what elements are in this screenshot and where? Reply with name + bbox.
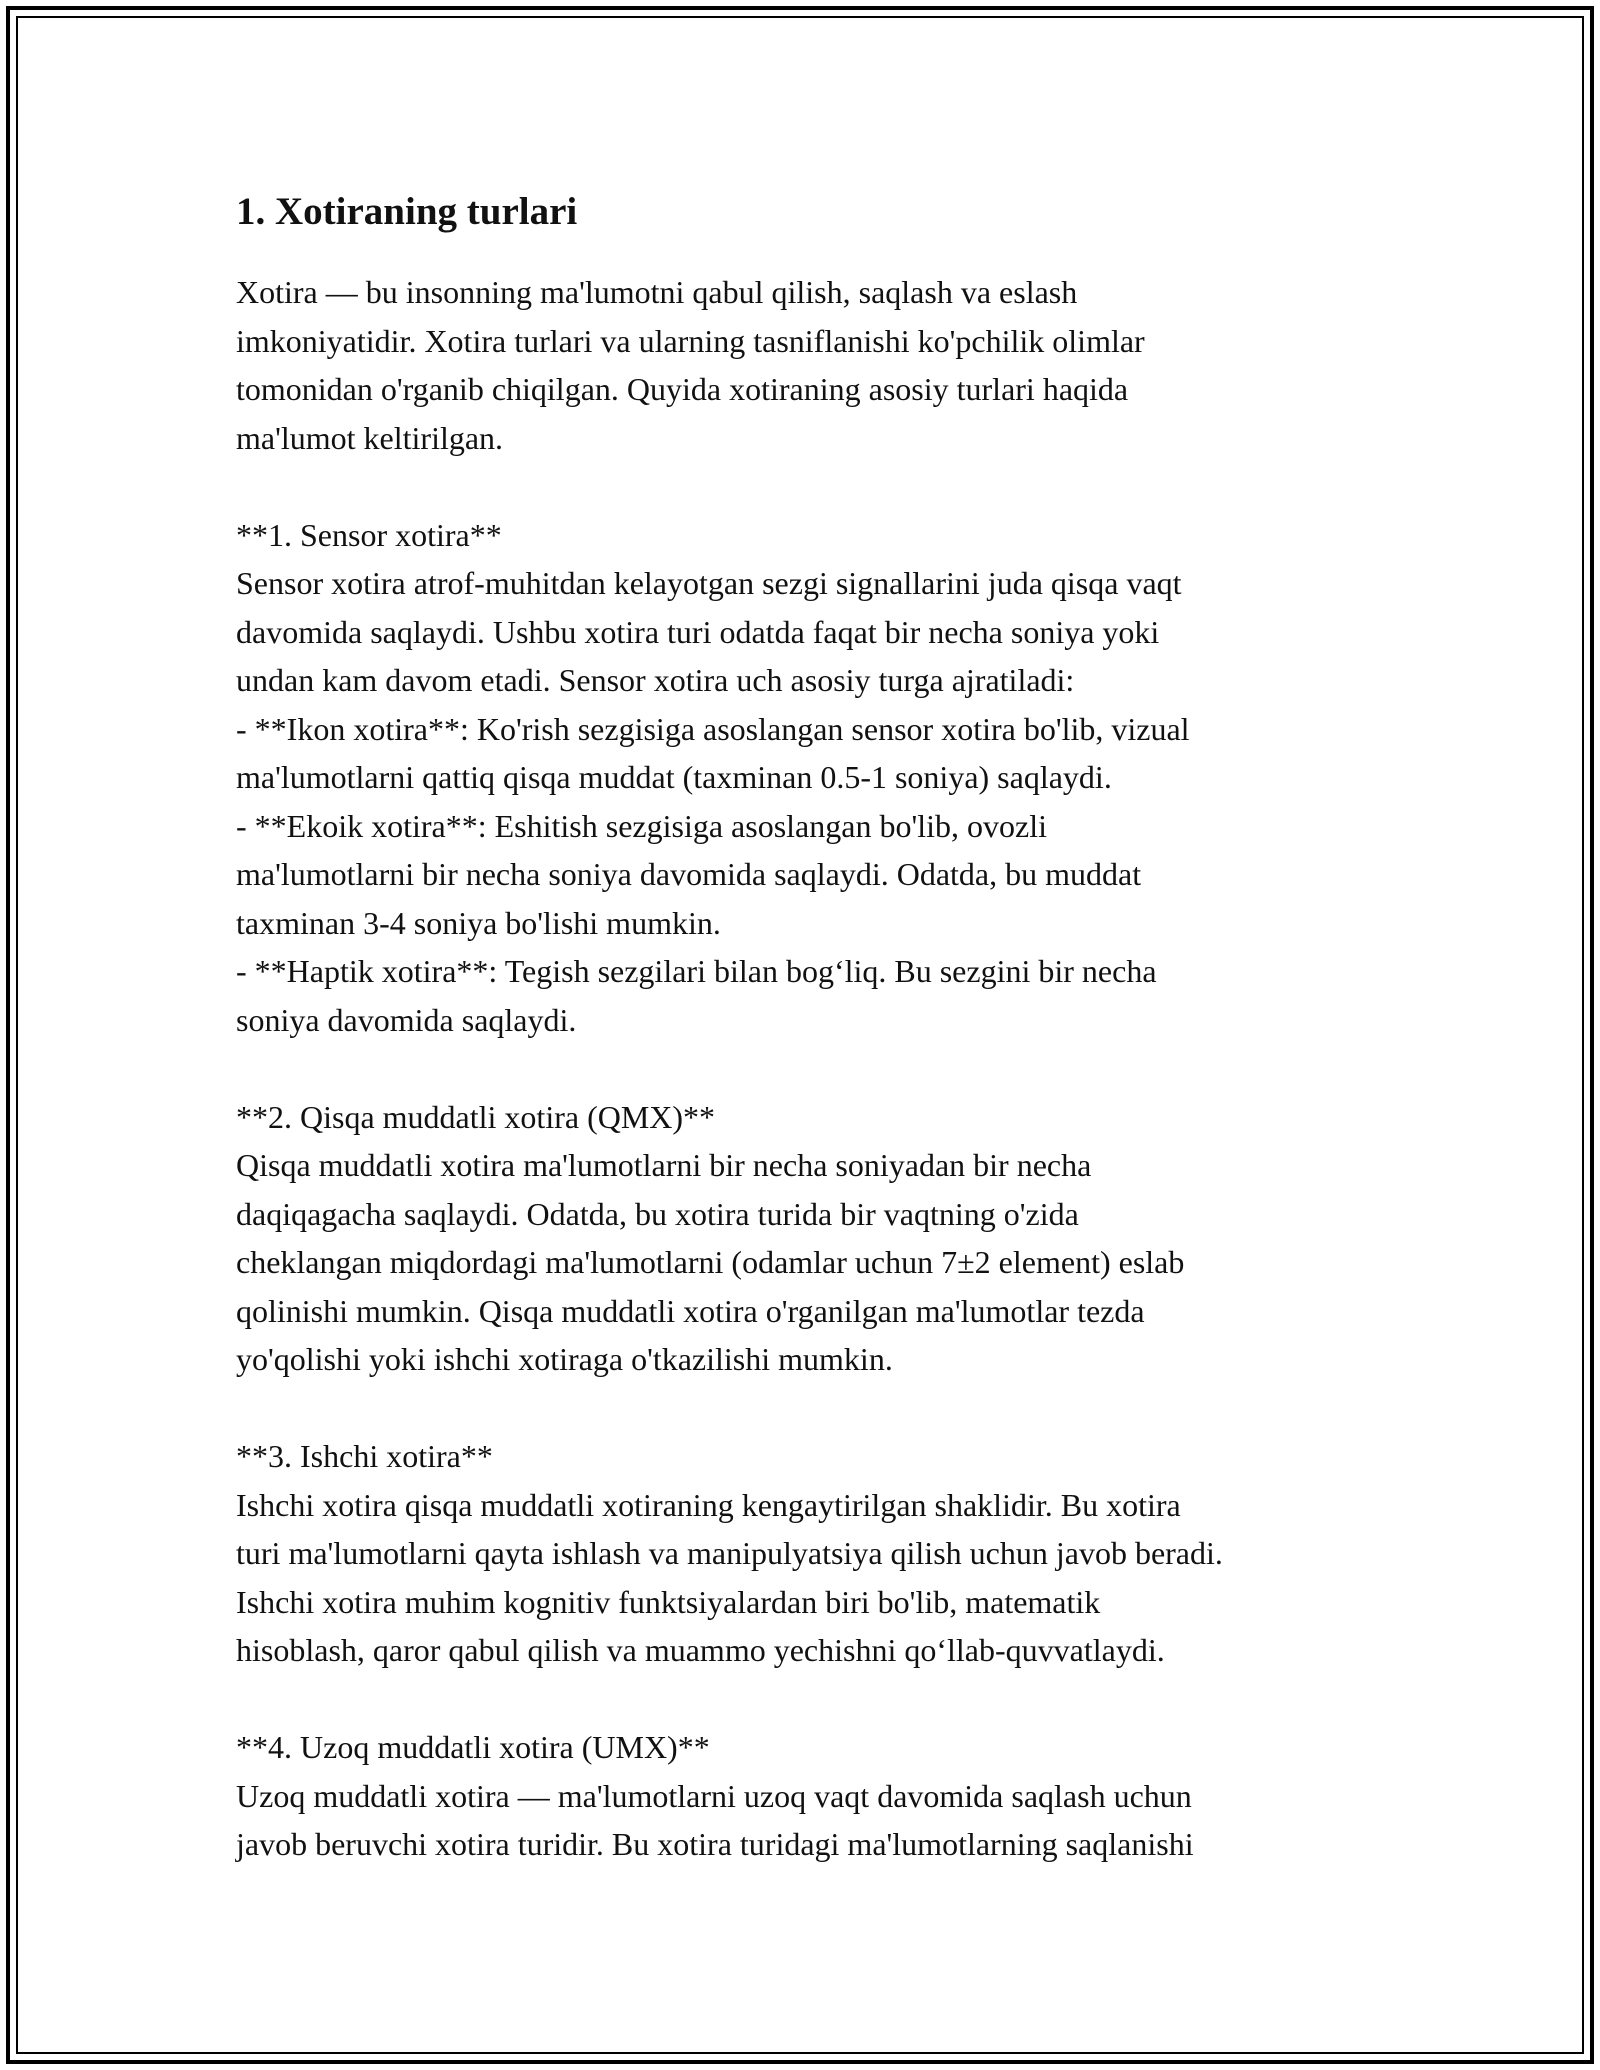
text-line: javob beruvchi xotira turidir. Bu xotira turidagi ma'lumotlarning saqlanishi — [236, 1826, 1194, 1862]
text-line: taxminan 3-4 soniya bo'lishi mumkin. — [236, 904, 721, 941]
blank-line — [236, 1675, 1416, 1724]
text-line: Ishchi xotira qisqa muddatli xotiraning kengaytirilgan shaklidir. Bu xotira — [236, 1486, 1181, 1523]
section-heading: 1. Xotiraning turlari — [236, 190, 578, 233]
text-line: - **Haptik xotira**: Tegish sezgilari bilan bog‘liq. Bu sezgini bir necha — [236, 953, 1157, 989]
blank-line — [236, 1044, 1416, 1093]
text-line: qolinishi mumkin. Qisqa muddatli xotira o'rganilgan ma'lumotlar tezda — [236, 1292, 1145, 1329]
text-line: Uzoq muddatli xotira — ma'lumotlarni uzoq vaqt davomida saqlash uchun — [236, 1777, 1192, 1814]
text-line: ma'lumotlarni bir necha soniya davomida saqlaydi. Odatda, bu muddat — [236, 856, 1142, 892]
paragraph-lines — [236, 268, 1416, 1869]
text-line: turi ma'lumotlarni qayta ishlash va manipulyatsiya qilish uchun javob beradi. — [236, 1535, 1223, 1571]
text-line: davomida saqlaydi. Ushbu xotira turi odatda faqat bir necha soniya yoki — [236, 613, 1160, 650]
text-line: **3. Ishchi xotira** — [236, 1438, 493, 1474]
text-line: - **Ikon xotira**: Ko'rish sezgisiga asoslangan sensor xotira bo'lib, vizual — [236, 710, 1190, 747]
text-line: Sensor xotira atrof-muhitdan kelayotgan sezgi signallarini juda qisqa vaqt — [236, 565, 1182, 601]
text-line: Xotira — bu insonning ma'lumotni qabul qilish, saqlash va eslash — [236, 274, 1078, 310]
text-line: undan kam davom etadi. Sensor xotira uch asosiy turga ajratiladi: — [236, 662, 1075, 698]
text-line: ma'lumot keltirilgan. — [236, 419, 504, 456]
text-line: - **Ekoik xotira**: Eshitish sezgisiga asoslangan bo'lib, ovozli — [236, 807, 1047, 844]
text-line: cheklangan miqdordagi ma'lumotlarni (odamlar uchun 7±2 element) eslab — [236, 1244, 1185, 1280]
text-line: ma'lumotlarni qattiq qisqa muddat (taxminan 0.5-1 soniya) saqlaydi. — [236, 759, 1112, 795]
blank-line — [236, 462, 1416, 511]
text-line: daqiqagacha saqlaydi. Odatda, bu xotira turida bir vaqtning o'zida — [236, 1195, 1079, 1232]
text-line: Qisqa muddatli xotira ma'lumotlarni bir necha soniyadan bir necha — [236, 1147, 1092, 1183]
text-line: hisoblash, qaror qabul qilish va muammo yechishni qo‘llab-quvvatlaydi. — [236, 1632, 1165, 1668]
document-body — [236, 188, 1416, 1869]
text-line: imkoniyatidir. Xotira turlari va ularning tasniflanishi ko'pchilik olimlar — [236, 322, 1145, 359]
text-line: **2. Qisqa muddatli xotira (QMX)** — [236, 1098, 716, 1135]
text-line: **1. Sensor xotira** — [236, 516, 502, 553]
text-line: Ishchi xotira muhim kognitiv funktsiyalardan biri bo'lib, matematik — [236, 1583, 1101, 1620]
text-line: yo'qolishi yoki ishchi xotiraga o'tkazilishi mumkin. — [236, 1341, 893, 1377]
text-line: soniya davomida saqlaydi. — [236, 1001, 577, 1038]
blank-line — [236, 1384, 1416, 1433]
text-line: tomonidan o'rganib chiqilgan. Quyida xotiraning asosiy turlari haqida — [236, 371, 1129, 407]
text-line: **4. Uzoq muddatli xotira (UMX)** — [236, 1729, 710, 1765]
